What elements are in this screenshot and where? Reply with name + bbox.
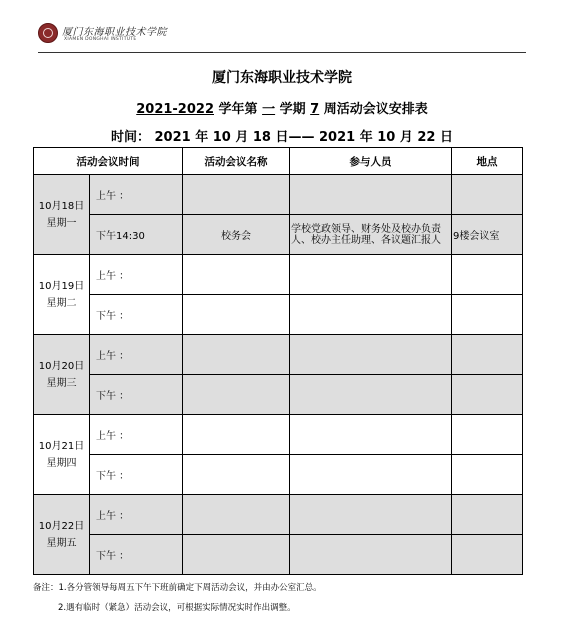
day-weekday: 星期三: [46, 377, 77, 389]
school-seal-icon: [38, 23, 58, 43]
table-header-row: [34, 148, 523, 175]
day-cell: [34, 175, 90, 255]
table-row: [34, 495, 523, 535]
meeting-place: [452, 335, 523, 375]
day-cell: [34, 255, 90, 335]
time-range: 时间： 2021 年 10 月 18 日—— 2021 年 10 月 22 日: [110, 130, 454, 145]
day-weekday: 星期一: [46, 217, 77, 229]
period-label: 下午 ：: [90, 535, 183, 575]
subtitle-text1: 学年第: [218, 102, 258, 117]
meeting-place: [452, 255, 523, 295]
meeting-place: [452, 455, 523, 495]
table-row: [34, 415, 523, 455]
meeting-people: [290, 255, 452, 295]
meeting-people: [290, 415, 452, 455]
day-cell: [34, 335, 90, 415]
table-row: [34, 535, 523, 575]
period-label: 上午 ：: [90, 335, 183, 375]
table-row: [34, 255, 523, 295]
table-row: [34, 295, 523, 335]
subtitle-text3: 周活动会议安排表: [323, 102, 428, 117]
day-cell: [34, 415, 90, 495]
meeting-people: 学校党政领导、财务处及校办负责人、校办主任助理、各议题汇报人: [290, 215, 452, 255]
meeting-place: [452, 535, 523, 575]
note-2: 2.遇有临时（紧急）活动会议，可根据实际情况实时作出调整。: [58, 603, 296, 613]
meeting-name: [183, 335, 290, 375]
header-name: 活动会议名称: [183, 148, 290, 175]
meeting-name: [183, 415, 290, 455]
day-weekday: 星期五: [46, 537, 77, 549]
subtitle-year: 2021-2022: [136, 102, 214, 117]
table-row: [34, 215, 523, 255]
meeting-people: [290, 335, 452, 375]
header-people: 参与人员: [290, 148, 452, 175]
meeting-people: [290, 295, 452, 335]
document-title: 厦门东海职业技术学院: [212, 70, 352, 86]
logo-name-en: XIAMEN DONGHAI INSTITUTE: [64, 37, 137, 42]
meeting-people: [290, 375, 452, 415]
subtitle-semester: 一: [262, 102, 276, 117]
meeting-place: 9楼会议室: [452, 215, 523, 255]
day-date: 10月22日: [38, 520, 85, 532]
day-weekday: 星期二: [46, 297, 77, 309]
school-logo: [38, 22, 167, 48]
meeting-name: [183, 295, 290, 335]
day-date: 10月18日: [38, 200, 85, 212]
day-date: 10月19日: [38, 280, 85, 292]
meeting-name: [183, 255, 290, 295]
meeting-place: [452, 295, 523, 335]
subtitle-week: 7: [310, 102, 320, 117]
meeting-place: [452, 175, 523, 215]
period-label: 上午 ：: [90, 495, 183, 535]
document-subtitle: [0, 98, 564, 117]
meeting-name: [183, 455, 290, 495]
period-label: 上午 ：: [90, 415, 183, 455]
subtitle-text2: 学期: [279, 102, 306, 117]
meeting-people: [290, 495, 452, 535]
table-row: [34, 335, 523, 375]
note-1: 备注：1.各分管领导每周五下午下班前确定下周活动会议，并由办公室汇总。: [33, 583, 322, 593]
day-date: 10月21日: [38, 440, 85, 452]
meeting-place: [452, 375, 523, 415]
schedule-table: [33, 147, 523, 575]
meeting-name: [183, 175, 290, 215]
table-row: [34, 455, 523, 495]
period-label: 上午 ：: [90, 175, 183, 215]
period-label: 上午 ：: [90, 255, 183, 295]
meeting-name: 校务会: [183, 215, 290, 255]
meeting-people: [290, 455, 452, 495]
period-label: 下午 ：: [90, 295, 183, 335]
meeting-place: [452, 415, 523, 455]
header-place: 地点: [452, 148, 523, 175]
period-label: 下午 ：: [90, 455, 183, 495]
logo-name-cn: 厦门东海职业技术学院: [62, 27, 167, 38]
meeting-people: [290, 535, 452, 575]
meeting-people: [290, 175, 452, 215]
meeting-name: [183, 375, 290, 415]
meeting-place: [452, 495, 523, 535]
table-row: [34, 375, 523, 415]
table-row: [34, 175, 523, 215]
day-cell: [34, 495, 90, 575]
period-label: 下午14:30: [90, 215, 183, 255]
meeting-name: [183, 495, 290, 535]
header-divider: [38, 52, 526, 53]
day-weekday: 星期四: [46, 457, 77, 469]
day-date: 10月20日: [38, 360, 85, 372]
header-time: 活动会议时间: [34, 148, 183, 175]
meeting-name: [183, 535, 290, 575]
period-label: 下午 ：: [90, 375, 183, 415]
